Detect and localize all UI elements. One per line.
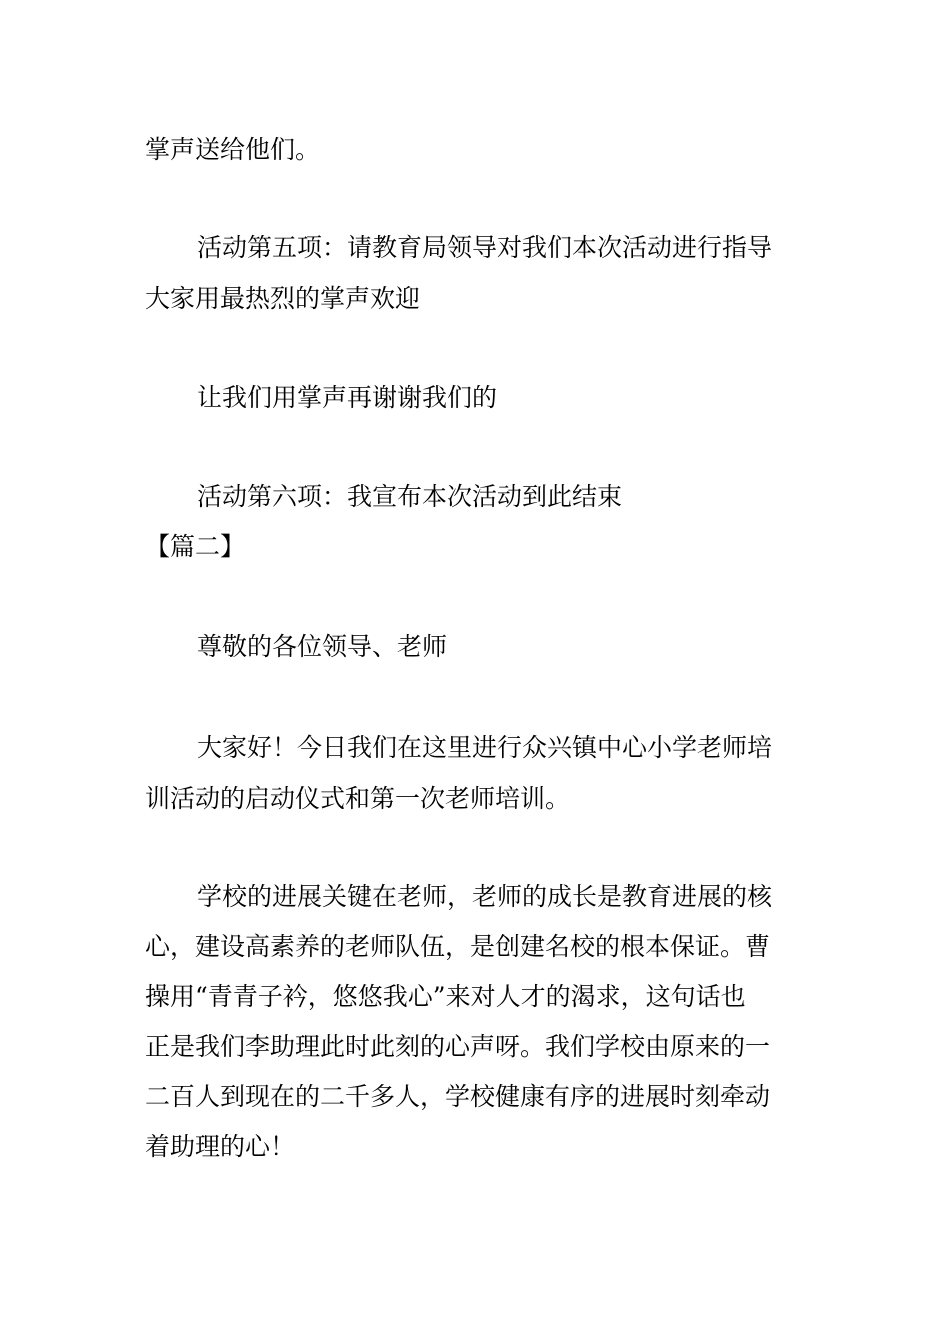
paragraph-line: 大家好！今日我们在这里进行众兴镇中心小学老师培 [197, 733, 773, 762]
paragraph-line: 操用“青青子衿，悠悠我心”来对人才的渴求，这句话也 [145, 982, 746, 1011]
section-heading: 【篇二】 [145, 532, 246, 561]
paragraph-line: 活动第六项：我宣布本次活动到此结束 [197, 482, 623, 511]
paragraph-line: 活动第五项：请教育局领导对我们本次活动进行指导 [197, 233, 773, 262]
paragraph-line: 让我们用掌声再谢谢我们的 [197, 383, 498, 412]
paragraph-line: 学校的进展关键在老师，老师的成长是教育进展的核 [197, 882, 773, 911]
paragraph-line: 心，建设高素养的老师队伍，是创建名校的根本保证。曹 [145, 932, 771, 961]
paragraph-line: 大家用最热烈的掌声欢迎 [145, 284, 421, 313]
paragraph-line: 着助理的心！ [145, 1132, 296, 1161]
paragraph-line: 尊敬的各位领导、老师 [197, 632, 448, 661]
paragraph-line: 二百人到现在的二千多人，学校健康有序的进展时刻牵动 [145, 1082, 771, 1111]
paragraph-line: 训活动的启动仪式和第一次老师培训。 [145, 784, 571, 813]
paragraph-line: 正是我们李助理此时此刻的心声呀。我们学校由原来的一 [145, 1032, 771, 1061]
paragraph-line: 掌声送给他们。 [145, 135, 321, 164]
